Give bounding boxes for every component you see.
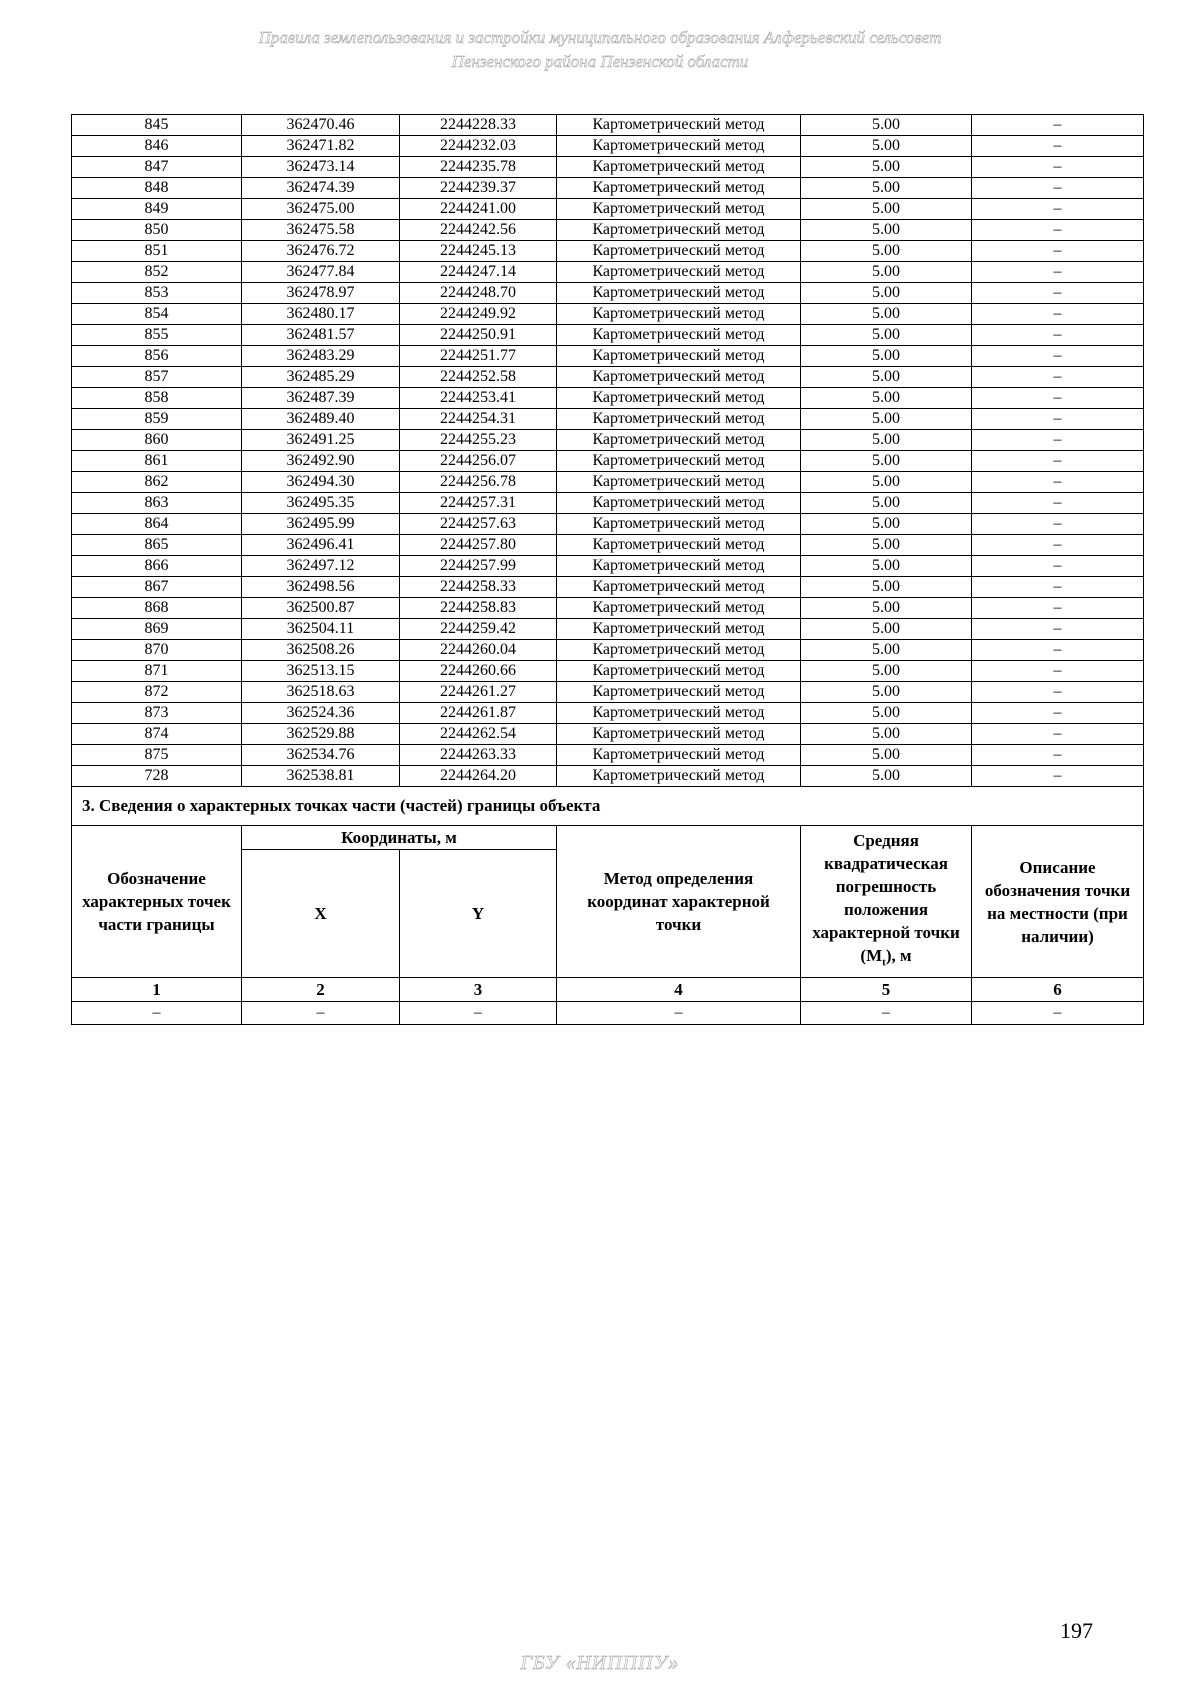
accuracy-cell: 5.00: [801, 241, 972, 262]
method-cell: Картометрический метод: [557, 619, 801, 640]
header-description: Описание обозначения точки на местности (при наличии): [972, 826, 1144, 978]
description-cell: –: [972, 682, 1144, 703]
table-row: [72, 619, 1144, 640]
coord-y-cell: 2244258.33: [400, 577, 557, 598]
coord-y-cell: 2244258.83: [400, 598, 557, 619]
coord-x-cell: 362474.39: [242, 178, 400, 199]
table-row: [72, 115, 1144, 136]
accuracy-cell: 5.00: [801, 724, 972, 745]
description-cell: –: [972, 346, 1144, 367]
coord-y-cell: 2244241.00: [400, 199, 557, 220]
accuracy-cell: 5.00: [801, 178, 972, 199]
point-number-cell: 865: [72, 535, 242, 556]
coord-x-cell: 362470.46: [242, 115, 400, 136]
coord-x-cell: 362495.99: [242, 514, 400, 535]
table-row: [72, 745, 1144, 766]
coord-y-cell: 2244255.23: [400, 430, 557, 451]
coord-y-cell: 2244245.13: [400, 241, 557, 262]
coord-y-cell: 2244239.37: [400, 178, 557, 199]
coord-x-cell: 362494.30: [242, 472, 400, 493]
method-cell: Картометрический метод: [557, 724, 801, 745]
coord-x-cell: 362471.82: [242, 136, 400, 157]
table-row: [72, 703, 1144, 724]
point-number-cell: 854: [72, 304, 242, 325]
coord-y-cell: 2244247.14: [400, 262, 557, 283]
method-cell: Картометрический метод: [557, 136, 801, 157]
coord-x-cell: 362529.88: [242, 724, 400, 745]
description-cell: –: [972, 283, 1144, 304]
table-row: [72, 199, 1144, 220]
coord-y-cell: 2244249.92: [400, 304, 557, 325]
coord-x-cell: 362487.39: [242, 388, 400, 409]
table-row: [72, 304, 1144, 325]
accuracy-cell: 5.00: [801, 199, 972, 220]
method-cell: Картометрический метод: [557, 493, 801, 514]
coord-x-cell: 362497.12: [242, 556, 400, 577]
method-cell: Картометрический метод: [557, 409, 801, 430]
method-cell: Картометрический метод: [557, 577, 801, 598]
point-number-cell: 869: [72, 619, 242, 640]
description-cell: –: [972, 724, 1144, 745]
coord-y-cell: 2244261.87: [400, 703, 557, 724]
point-number-cell: 858: [72, 388, 242, 409]
description-cell: –: [972, 325, 1144, 346]
description-cell: –: [972, 136, 1144, 157]
coord-x-cell: 362473.14: [242, 157, 400, 178]
method-cell: Картометрический метод: [557, 115, 801, 136]
method-cell: Картометрический метод: [557, 514, 801, 535]
accuracy-cell: 5.00: [801, 661, 972, 682]
coord-x-cell: 362524.36: [242, 703, 400, 724]
description-cell: –: [972, 661, 1144, 682]
method-cell: Картометрический метод: [557, 661, 801, 682]
method-cell: Картометрический метод: [557, 241, 801, 262]
table-row: [72, 178, 1144, 199]
table-row: [72, 514, 1144, 535]
table-row: [72, 220, 1144, 241]
description-cell: –: [972, 388, 1144, 409]
header-accuracy: Средняя квадратическая погрешность положения характерной точки $(M_t)$, м: [801, 826, 972, 978]
method-cell: Картометрический метод: [557, 766, 801, 787]
column-number: 1: [72, 978, 242, 1002]
table-row: [72, 346, 1144, 367]
point-number-cell: 848: [72, 178, 242, 199]
method-cell: Картометрический метод: [557, 598, 801, 619]
coord-y-cell: 2244252.58: [400, 367, 557, 388]
accuracy-cell: 5.00: [801, 346, 972, 367]
document-header: [0, 26, 1200, 74]
empty-data-row: [72, 1002, 1144, 1025]
header-x: X: [242, 850, 400, 978]
table-row: [72, 409, 1144, 430]
empty-cell: –: [72, 1002, 242, 1025]
point-number-cell: 855: [72, 325, 242, 346]
coord-x-cell: 362489.40: [242, 409, 400, 430]
method-cell: Картометрический метод: [557, 220, 801, 241]
point-number-cell: 857: [72, 367, 242, 388]
accuracy-cell: 5.00: [801, 514, 972, 535]
section-3-block: [72, 787, 1144, 1025]
empty-cell: –: [557, 1002, 801, 1025]
point-number-cell: 870: [72, 640, 242, 661]
accuracy-cell: 5.00: [801, 472, 972, 493]
coord-y-cell: 2244260.04: [400, 640, 557, 661]
point-number-cell: 868: [72, 598, 242, 619]
description-cell: –: [972, 409, 1144, 430]
accuracy-cell: 5.00: [801, 304, 972, 325]
description-cell: –: [972, 472, 1144, 493]
description-cell: –: [972, 493, 1144, 514]
coord-y-cell: 2244257.80: [400, 535, 557, 556]
table-row: [72, 241, 1144, 262]
point-number-cell: 851: [72, 241, 242, 262]
accuracy-cell: 5.00: [801, 598, 972, 619]
coord-y-cell: 2244235.78: [400, 157, 557, 178]
method-cell: Картометрический метод: [557, 556, 801, 577]
accuracy-cell: 5.00: [801, 136, 972, 157]
description-cell: –: [972, 451, 1144, 472]
point-number-cell: 859: [72, 409, 242, 430]
section-3-title: 3. Сведения о характерных точках части (частей) границы объекта: [72, 787, 1144, 826]
section-3-header-row-1: [72, 826, 1144, 850]
coord-x-cell: 362500.87: [242, 598, 400, 619]
coord-x-cell: 362476.72: [242, 241, 400, 262]
point-number-cell: 871: [72, 661, 242, 682]
description-cell: –: [972, 619, 1144, 640]
table-row: [72, 493, 1144, 514]
page-number: 197: [1060, 1618, 1093, 1643]
table-row: [72, 262, 1144, 283]
accuracy-cell: 5.00: [801, 451, 972, 472]
table-row: [72, 682, 1144, 703]
method-cell: Картометрический метод: [557, 346, 801, 367]
description-cell: –: [972, 157, 1144, 178]
coord-x-cell: 362477.84: [242, 262, 400, 283]
table-row: [72, 430, 1144, 451]
column-number: 5: [801, 978, 972, 1002]
point-number-cell: 864: [72, 514, 242, 535]
coord-y-cell: 2244263.33: [400, 745, 557, 766]
description-cell: –: [972, 199, 1144, 220]
method-cell: Картометрический метод: [557, 157, 801, 178]
coord-y-cell: 2244232.03: [400, 136, 557, 157]
description-cell: –: [972, 178, 1144, 199]
point-number-cell: 875: [72, 745, 242, 766]
coord-x-cell: 362518.63: [242, 682, 400, 703]
method-cell: Картометрический метод: [557, 745, 801, 766]
point-number-cell: 866: [72, 556, 242, 577]
header-y: Y: [400, 850, 557, 978]
description-cell: –: [972, 220, 1144, 241]
method-cell: Картометрический метод: [557, 472, 801, 493]
coord-x-cell: 362492.90: [242, 451, 400, 472]
description-cell: –: [972, 304, 1144, 325]
coord-y-cell: 2244253.41: [400, 388, 557, 409]
accuracy-cell: 5.00: [801, 766, 972, 787]
coord-x-cell: 362485.29: [242, 367, 400, 388]
description-cell: –: [972, 577, 1144, 598]
accuracy-cell: 5.00: [801, 745, 972, 766]
empty-cell: –: [400, 1002, 557, 1025]
coord-y-cell: 2244250.91: [400, 325, 557, 346]
coord-x-cell: 362491.25: [242, 430, 400, 451]
coord-x-cell: 362498.56: [242, 577, 400, 598]
coord-y-cell: 2244257.31: [400, 493, 557, 514]
coord-x-cell: 362483.29: [242, 346, 400, 367]
header-coordinates: Координаты, м: [242, 826, 557, 850]
method-cell: Картометрический метод: [557, 262, 801, 283]
method-cell: Картометрический метод: [557, 451, 801, 472]
coord-x-cell: 362481.57: [242, 325, 400, 346]
coord-x-cell: 362504.11: [242, 619, 400, 640]
point-number-cell: 860: [72, 430, 242, 451]
method-cell: Картометрический метод: [557, 640, 801, 661]
coord-x-cell: 362478.97: [242, 283, 400, 304]
section-3-title-row: [72, 787, 1144, 826]
table-row: [72, 367, 1144, 388]
coord-y-cell: 2244256.78: [400, 472, 557, 493]
method-cell: Картометрический метод: [557, 304, 801, 325]
accuracy-cell: 5.00: [801, 493, 972, 514]
point-number-cell: 847: [72, 157, 242, 178]
point-number-cell: 862: [72, 472, 242, 493]
method-cell: Картометрический метод: [557, 535, 801, 556]
table-row: [72, 283, 1144, 304]
table-row: [72, 556, 1144, 577]
accuracy-cell: 5.00: [801, 220, 972, 241]
empty-cell: –: [801, 1002, 972, 1025]
header-line-2: Пензенского района Пензенской области: [451, 52, 749, 71]
description-cell: –: [972, 766, 1144, 787]
method-cell: Картометрический метод: [557, 178, 801, 199]
point-number-cell: 853: [72, 283, 242, 304]
column-numbers-row: [72, 978, 1144, 1002]
coord-y-cell: 2244242.56: [400, 220, 557, 241]
point-number-cell: 861: [72, 451, 242, 472]
table-row: [72, 724, 1144, 745]
point-number-cell: 872: [72, 682, 242, 703]
accuracy-cell: 5.00: [801, 157, 972, 178]
accuracy-cell: 5.00: [801, 556, 972, 577]
table-row: [72, 640, 1144, 661]
description-cell: –: [972, 556, 1144, 577]
accuracy-cell: 5.00: [801, 577, 972, 598]
accuracy-cell: 5.00: [801, 388, 972, 409]
column-number: 3: [400, 978, 557, 1002]
column-number: 6: [972, 978, 1144, 1002]
description-cell: –: [972, 535, 1144, 556]
coord-x-cell: 362475.00: [242, 199, 400, 220]
accuracy-cell: 5.00: [801, 115, 972, 136]
accuracy-cell: 5.00: [801, 640, 972, 661]
coord-x-cell: 362508.26: [242, 640, 400, 661]
point-number-cell: 849: [72, 199, 242, 220]
table-row: [72, 766, 1144, 787]
point-number-cell: 867: [72, 577, 242, 598]
accuracy-cell: 5.00: [801, 409, 972, 430]
coord-y-cell: 2244260.66: [400, 661, 557, 682]
coord-y-cell: 2244261.27: [400, 682, 557, 703]
point-number-cell: 850: [72, 220, 242, 241]
method-cell: Картометрический метод: [557, 388, 801, 409]
table-row: [72, 325, 1144, 346]
coord-y-cell: 2244262.54: [400, 724, 557, 745]
method-cell: Картометрический метод: [557, 430, 801, 451]
accuracy-cell: 5.00: [801, 283, 972, 304]
accuracy-cell: 5.00: [801, 703, 972, 724]
header-method: Метод определения координат характерной точки: [557, 826, 801, 978]
method-cell: Картометрический метод: [557, 367, 801, 388]
point-number-cell: 856: [72, 346, 242, 367]
table-row: [72, 661, 1144, 682]
boundary-points-table: [71, 114, 1144, 1025]
table-row: [72, 388, 1144, 409]
table-row: [72, 535, 1144, 556]
accuracy-cell: 5.00: [801, 430, 972, 451]
method-cell: Картометрический метод: [557, 703, 801, 724]
method-cell: Картометрический метод: [557, 682, 801, 703]
coord-x-cell: 362513.15: [242, 661, 400, 682]
coord-y-cell: 2244257.99: [400, 556, 557, 577]
description-cell: –: [972, 430, 1144, 451]
column-number: 2: [242, 978, 400, 1002]
method-cell: Картометрический метод: [557, 325, 801, 346]
description-cell: –: [972, 514, 1144, 535]
coord-y-cell: 2244228.33: [400, 115, 557, 136]
footer-organization: ГБУ «НИПППУ»: [520, 1652, 680, 1674]
method-cell: Картометрический метод: [557, 283, 801, 304]
column-number: 4: [557, 978, 801, 1002]
accuracy-cell: 5.00: [801, 367, 972, 388]
empty-cell: –: [972, 1002, 1144, 1025]
coord-y-cell: 2244264.20: [400, 766, 557, 787]
accuracy-cell: 5.00: [801, 325, 972, 346]
description-cell: –: [972, 745, 1144, 766]
coord-y-cell: 2244256.07: [400, 451, 557, 472]
description-cell: –: [972, 367, 1144, 388]
table-row: [72, 472, 1144, 493]
point-number-cell: 863: [72, 493, 242, 514]
point-number-cell: 852: [72, 262, 242, 283]
point-number-cell: 845: [72, 115, 242, 136]
point-number-cell: 728: [72, 766, 242, 787]
description-cell: –: [972, 598, 1144, 619]
table-row: [72, 157, 1144, 178]
empty-cell: –: [242, 1002, 400, 1025]
coord-x-cell: 362480.17: [242, 304, 400, 325]
coord-y-cell: 2244257.63: [400, 514, 557, 535]
point-number-cell: 874: [72, 724, 242, 745]
coord-x-cell: 362475.58: [242, 220, 400, 241]
coord-x-cell: 362534.76: [242, 745, 400, 766]
header-designation: Обозначение характерных точек части границы: [72, 826, 242, 978]
coord-y-cell: 2244248.70: [400, 283, 557, 304]
table-row: [72, 451, 1144, 472]
coord-x-cell: 362495.35: [242, 493, 400, 514]
description-cell: –: [972, 115, 1144, 136]
accuracy-cell: 5.00: [801, 262, 972, 283]
description-cell: –: [972, 640, 1144, 661]
accuracy-cell: 5.00: [801, 619, 972, 640]
point-number-cell: 873: [72, 703, 242, 724]
accuracy-cell: 5.00: [801, 535, 972, 556]
point-number-cell: 846: [72, 136, 242, 157]
coord-y-cell: 2244259.42: [400, 619, 557, 640]
description-cell: –: [972, 262, 1144, 283]
table-row: [72, 136, 1144, 157]
description-cell: –: [972, 241, 1144, 262]
header-line-1: Правила землепользования и застройки муниципального образования Алферьевский сельсовет: [258, 28, 942, 47]
accuracy-cell: 5.00: [801, 682, 972, 703]
description-cell: –: [972, 703, 1144, 724]
points-rows: [72, 115, 1144, 787]
table-row: [72, 598, 1144, 619]
coord-y-cell: 2244254.31: [400, 409, 557, 430]
table-row: [72, 577, 1144, 598]
coord-x-cell: 362538.81: [242, 766, 400, 787]
method-cell: Картометрический метод: [557, 199, 801, 220]
coord-x-cell: 362496.41: [242, 535, 400, 556]
coord-y-cell: 2244251.77: [400, 346, 557, 367]
